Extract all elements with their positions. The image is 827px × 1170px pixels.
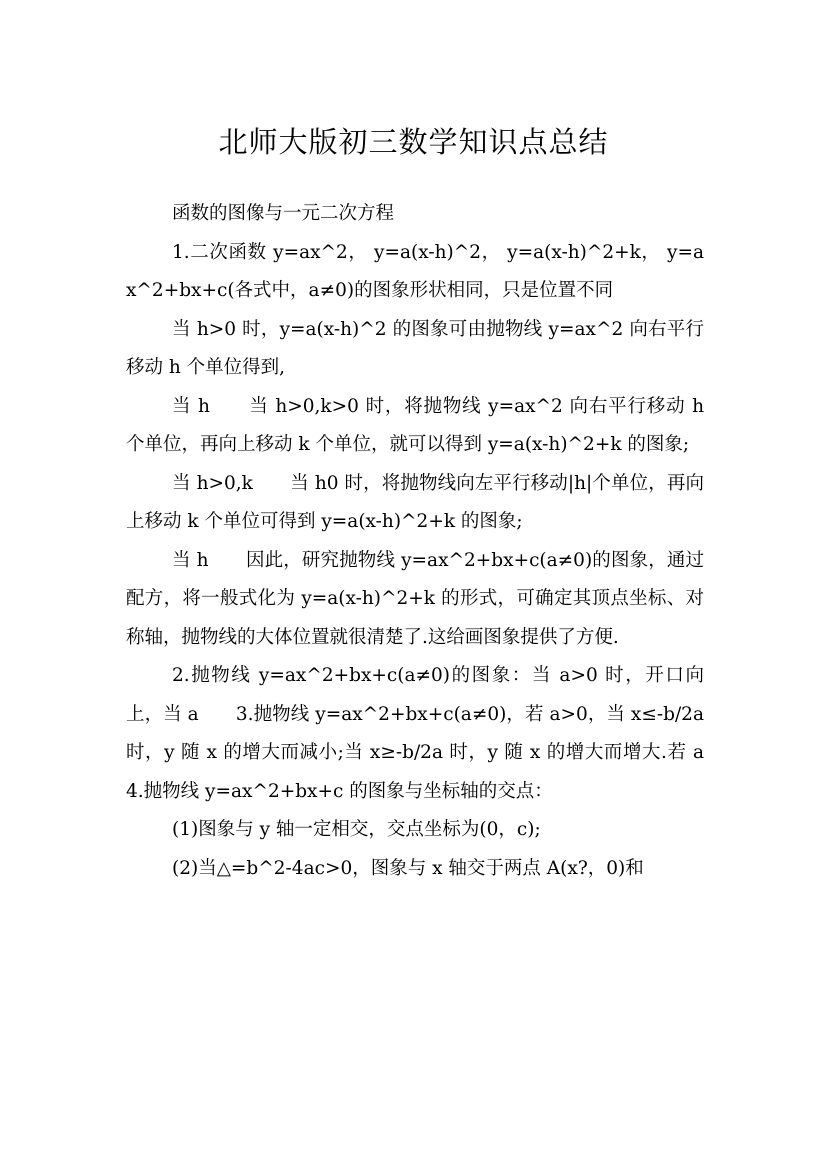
paragraph-3: 当 h 当 h>0,k>0 时，将抛物线 y=ax^2 向右平行移动 h 个单位，再向上移动 k 个单位，就可以得到 y=a(x-h)^2+k 的图象; — [126, 395, 704, 455]
paragraph-5: 当 h 因此，研究抛物线 y=ax^2+bx+c(a≠0)的图象，通过配方，将一般式化为 y=a(x-h)^2+k 的形式，可确定其顶点坐标、对称轴，抛物线的大体位置就很清楚了.这给画图象提供了方便. — [126, 549, 704, 648]
paragraph-4: 当 h>0,k 当 h0 时，将抛物线向左平行移动|h|个单位，再向上移动 k 个单位可得到 y=a(x-h)^2+k 的图象; — [126, 472, 704, 532]
paragraph-8: (2)当△=b^2-4ac>0，图象与 x 轴交于两点 A(x?，0)和 — [172, 857, 644, 879]
paragraph-6: 2.抛物线 y=ax^2+bx+c(a≠0)的图象：当 a>0 时，开口向上，当 a 3.抛物线 y=ax^2+bx+c(a≠0)，若 a>0，当 x≤-b/2a 时，y 随 x 的增大而减小;当 x≥-b/2a 时，y 随 x 的增大而增大.若 a 4.抛物线 y=ax^2+bx+c 的图象与坐标轴的交点： — [126, 665, 742, 802]
paragraph-7: (1)图象与 y 轴一定相交，交点坐标为(0，c); — [172, 819, 541, 840]
document-body — [126, 195, 742, 888]
document-title: 北师大版初三数学知识点总结 — [218, 125, 609, 160]
paragraph-section-heading: 函数的图像与一元二次方程 — [172, 203, 395, 224]
paragraph-2: 当 h>0 时，y=a(x-h)^2 的图象可由抛物线 y=ax^2 向右平行移动 h 个单位得到, — [126, 318, 704, 378]
paragraph-1: 1.二次函数 y=ax^2， y=a(x-h)^2， y=a(x-h)^2+k， y=ax^2+bx+c(各式中，a≠0)的图象形状相同，只是位置不同 — [126, 241, 704, 301]
